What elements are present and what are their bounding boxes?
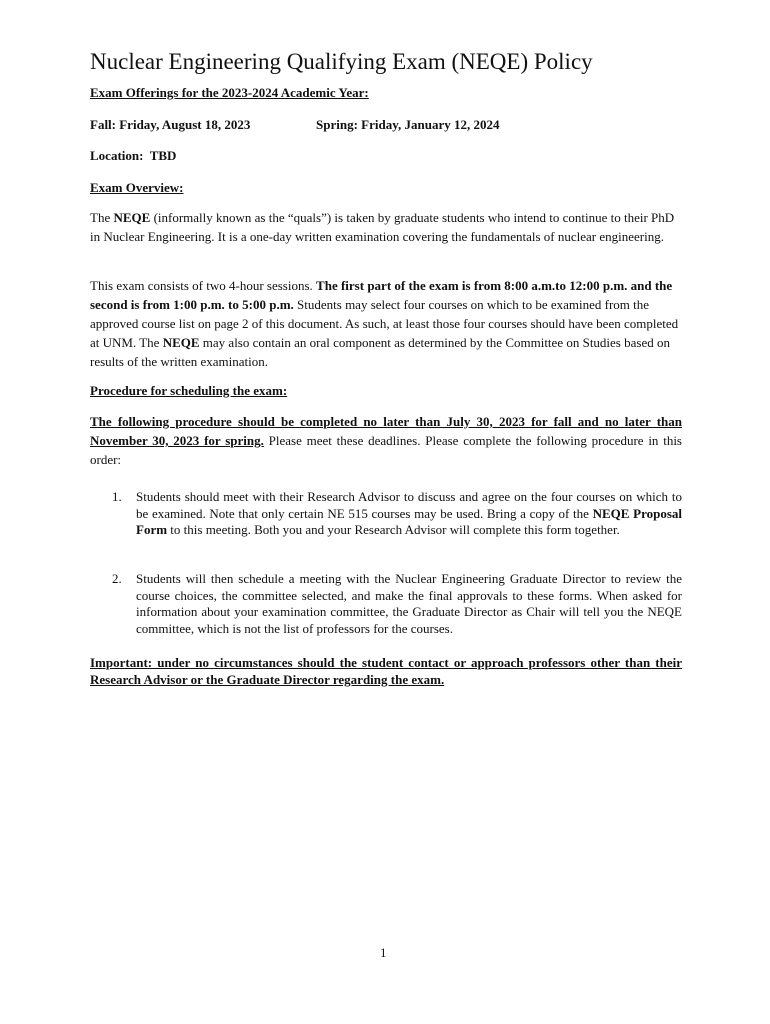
overview-p1-text-a: The: [90, 210, 114, 225]
step-1-text-a: Students should meet with their Research Advisor to discuss and agree on the four courses on which to be examined. Note that only certain NE 515 courses may be used. Bring a copy of the: [136, 489, 682, 521]
overview-paragraph-1: [90, 208, 682, 246]
page-number: 1: [380, 945, 387, 960]
procedure-deadline: The following procedure should be completed no later than July 30, 2023 for fall and no later than November 30, 2023 for spring.: [90, 414, 682, 448]
overview-p2-text-c: may also contain an oral component as determined by the Committee on Studies based on results of the written examination.: [90, 335, 670, 369]
list-item: [112, 571, 682, 637]
procedure-intro-text: Please meet these deadlines. Please complete the following procedure in this order:: [90, 433, 682, 467]
fall-date: Fall: Friday, August 18, 2023: [90, 117, 251, 132]
overview-p2-text-a: This exam consists of two 4-hour sessions.: [90, 278, 317, 293]
important-notice: Important: under no circumstances should the student contact or approach professors other than their Research Advisor or the Graduate Director regarding the exam.: [90, 655, 682, 687]
procedure-heading: Procedure for scheduling the exam:: [90, 383, 288, 398]
list-item-number: 2.: [112, 571, 122, 586]
list-item-number: 1.: [112, 489, 122, 504]
overview-paragraph-2: [90, 276, 682, 371]
neqe-term: NEQE: [162, 335, 200, 350]
location: Location: TBD: [90, 148, 177, 163]
list-item-body: [136, 489, 682, 539]
offerings-heading: Exam Offerings for the 2023-2024 Academic Year:: [90, 85, 369, 100]
proposal-form-term: NEQE Proposal Form: [136, 505, 682, 537]
overview-p2-text-b: Students may select four courses on which to be examined from the approved course list on page 2 of this document. As such, at least those four courses should have been completed at UNM. The: [90, 297, 679, 350]
neqe-term: NEQE: [113, 210, 151, 225]
step-1-text-b: to this meeting. Both you and your Research Advisor will complete this form together.: [167, 522, 620, 537]
procedure-intro: [90, 412, 682, 469]
overview-heading: Exam Overview:: [90, 180, 184, 195]
list-item: [112, 489, 682, 539]
list-item-body: Students will then schedule a meeting with the Nuclear Engineering Graduate Director to review the course choices, the committee selected, and make the final approvals to these forms. When asked for information about your examination committee, the Graduate Director as Chair will tell you the NEQE committee, which is not the list of professors for the courses.: [136, 571, 682, 636]
session-times: The first part of the exam is from 8:00 a.m.to 12:00 p.m. and the second is from 1:00 p.m. to 5:00 p.m.: [90, 278, 673, 312]
page-title: Nuclear Engineering Qualifying Exam (NEQE) Policy: [90, 49, 593, 74]
overview-p1-text-b: (informally known as the “quals”) is taken by graduate students who intend to continue to their PhD in Nuclear Engineering. It is a one-day written examination covering the fundamentals of nuclear engineering.: [90, 210, 675, 244]
spring-date: Spring: Friday, January 12, 2024: [316, 117, 500, 132]
